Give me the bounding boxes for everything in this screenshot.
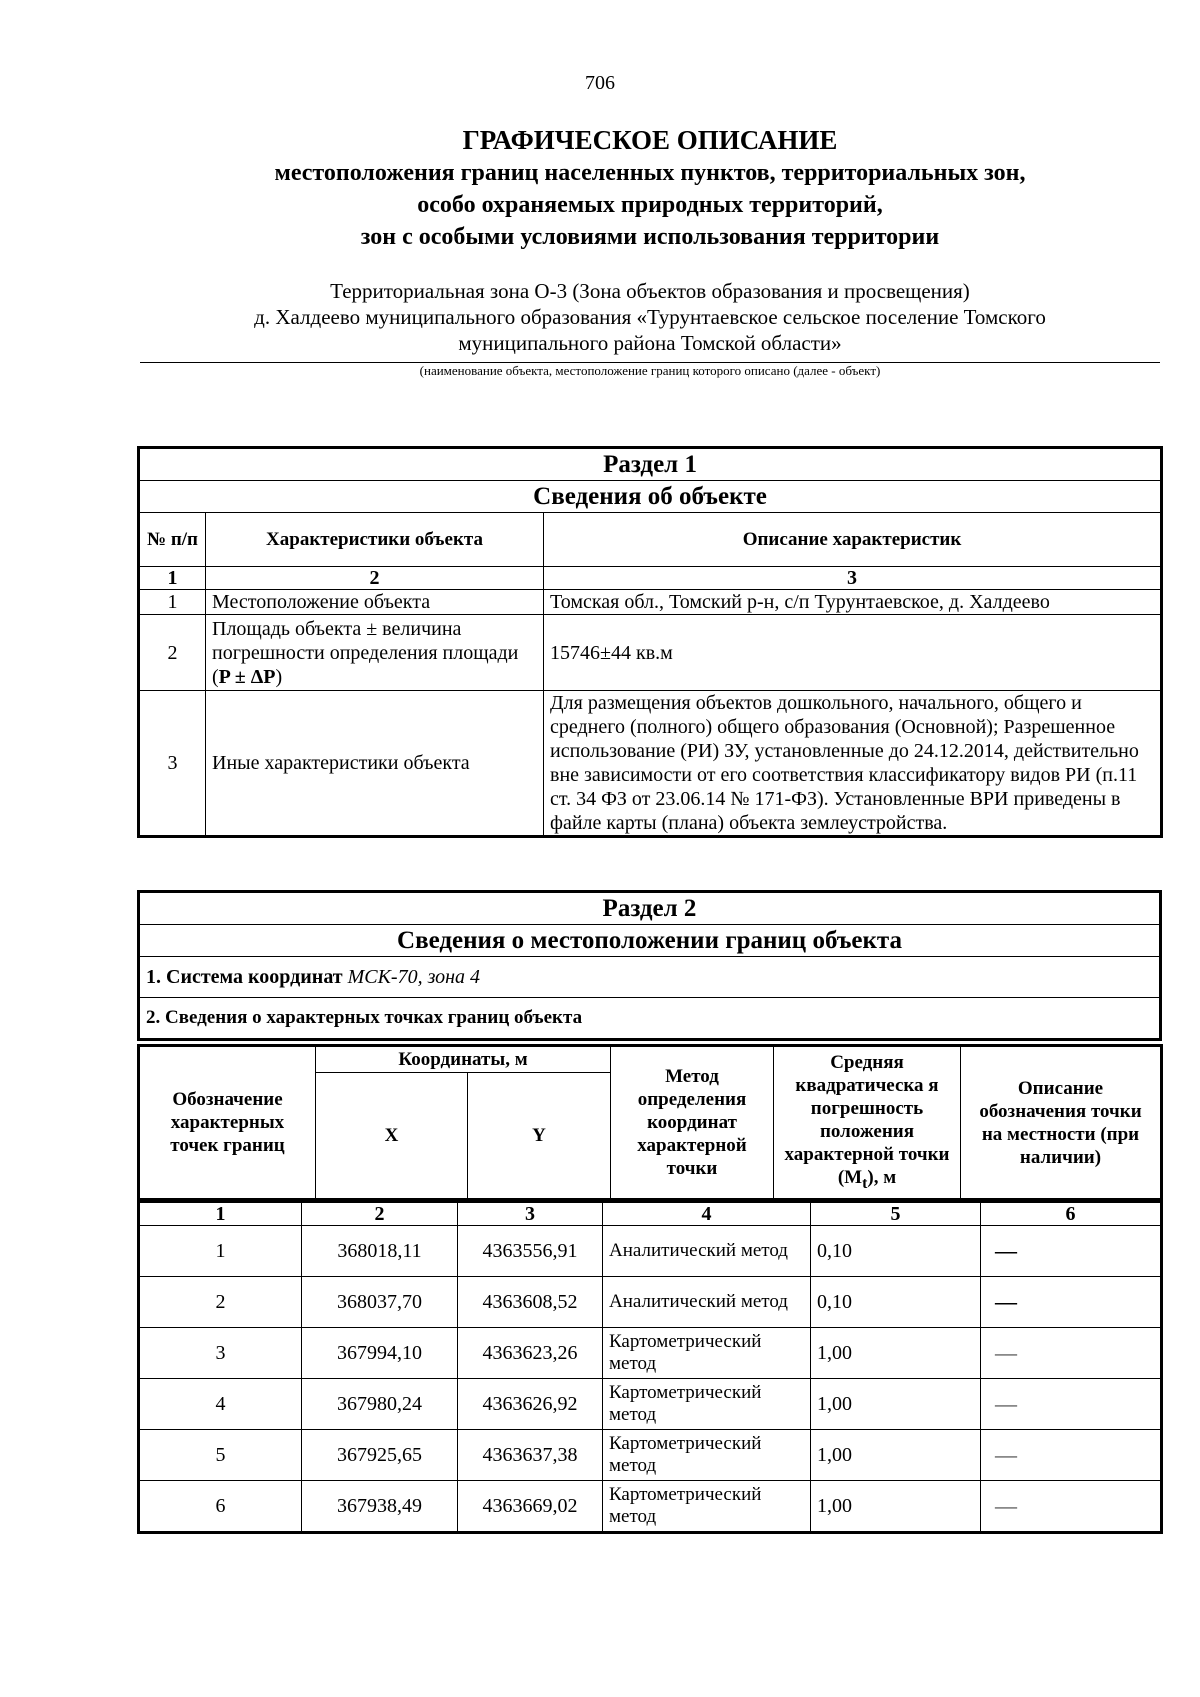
point-method: Картометрический метод: [603, 1481, 811, 1532]
point-y: 4363623,26: [458, 1328, 603, 1379]
document-title: [140, 124, 1160, 253]
point-x: 367980,24: [302, 1379, 458, 1430]
title-line-2: особо охраняемых природных территорий,: [417, 192, 883, 218]
coordinate-system-value: МСК-70, зона 4: [347, 966, 481, 988]
title-line-1: местоположения границ населенных пунктов, территориальных зон,: [274, 160, 1026, 186]
point-method: Аналитический метод: [603, 1226, 811, 1277]
point-x: 367994,10: [302, 1328, 458, 1379]
section-2-header-table: [139, 892, 1160, 1039]
char-text: Площадь объекта ± величина погрешности определения площади (: [212, 617, 519, 688]
object-line-3: муниципального района Томской области»: [458, 331, 842, 355]
object-line-2: д. Халдеево муниципального образования «Турунтаевское сельское поселение Томского: [254, 305, 1046, 329]
header-characteristics: Характеристики объекта: [206, 513, 544, 567]
page-number: 706: [585, 72, 615, 94]
header-error-sub: t: [862, 1174, 868, 1192]
point-y: 4363669,02: [458, 1481, 603, 1532]
point-description: —: [981, 1328, 1161, 1379]
point-method: Картометрический метод: [603, 1328, 811, 1379]
section-1-table: [139, 448, 1161, 836]
row-num: 1: [140, 590, 206, 615]
object-line-1: Территориальная зона О-3 (Зона объектов образования и просвещения): [330, 279, 970, 303]
object-caption: (наименование объекта, местоположение границ которого описано (далее - объект): [419, 363, 881, 378]
points-table: [139, 1202, 1161, 1532]
row-num: 2: [140, 615, 206, 691]
point-error: 1,00: [811, 1430, 981, 1481]
point-description: —: [981, 1277, 1161, 1328]
header-error-text: Средняя квадратическа я погрешность положения характерной точки (M: [784, 1051, 950, 1188]
point-error: 1,00: [811, 1328, 981, 1379]
table-row: [140, 590, 1161, 615]
table-row: [140, 1226, 1161, 1277]
header-designation: Обозначение характерных точек границ: [140, 1047, 316, 1199]
section-2-subtitle: Сведения о местоположении границ объекта: [140, 925, 1160, 957]
point-method: Картометрический метод: [603, 1430, 811, 1481]
header-num: № п/п: [140, 513, 206, 567]
point-id: 6: [140, 1481, 302, 1532]
table-row: [140, 1379, 1161, 1430]
section-1-title: Раздел 1: [140, 449, 1161, 481]
col-number: 3: [544, 567, 1161, 590]
row-description: Для размещения объектов дошкольного, начального, общего и среднего (полного) общего образования (Основной); Разрешенное использование (РИ) ЗУ, установленные до 24.12.2014, действительно вне зависимости от его соответствия классификатору видов РИ (п.11 ст. 34 ФЗ от 23.06.14 № 171-ФЗ). Установленные ВРИ приведены в файле карты (плана) объекта землеустройства.: [544, 691, 1161, 836]
point-error: 1,00: [811, 1379, 981, 1430]
col-number: 3: [458, 1203, 603, 1226]
object-name: [140, 278, 1160, 356]
row-characteristic: Иные характеристики объекта: [206, 691, 544, 836]
header-y: Y: [468, 1073, 611, 1199]
col-number: 2: [206, 567, 544, 590]
header-coordinates: Координаты, м: [316, 1047, 611, 1073]
char-formula: P ± ΔP: [218, 665, 276, 688]
point-error: 1,00: [811, 1481, 981, 1532]
point-description: —: [981, 1379, 1161, 1430]
header-error: [774, 1047, 961, 1199]
title-main: ГРАФИЧЕСКОЕ ОПИСАНИЕ: [462, 125, 838, 155]
col-number: 1: [140, 567, 206, 590]
header-description: Описание характеристик: [544, 513, 1161, 567]
point-id: 2: [140, 1277, 302, 1328]
col-number: 5: [811, 1203, 981, 1226]
point-y: 4363626,92: [458, 1379, 603, 1430]
point-method: Аналитический метод: [603, 1277, 811, 1328]
point-description: —: [981, 1481, 1161, 1532]
point-y: 4363556,91: [458, 1226, 603, 1277]
point-description: —: [981, 1226, 1161, 1277]
coordinate-system: [140, 957, 1160, 998]
col-number: 2: [302, 1203, 458, 1226]
point-x: 368037,70: [302, 1277, 458, 1328]
row-description: 15746±44 кв.м: [544, 615, 1161, 691]
row-characteristic: [206, 615, 544, 691]
header-x: X: [316, 1073, 468, 1199]
table-row: [140, 1328, 1161, 1379]
col-number: 4: [603, 1203, 811, 1226]
header-point-description: Описание обозначения точки на местности (при наличии): [961, 1047, 1161, 1199]
title-line-3: зон с особыми условиями использования территории: [360, 224, 940, 250]
points-header-table: [139, 1046, 1161, 1199]
header-method: Метод определения координат характерной точки: [611, 1047, 774, 1199]
point-x: 368018,11: [302, 1226, 458, 1277]
header-error-end: ), м: [867, 1166, 897, 1188]
table-row: [140, 615, 1161, 691]
point-y: 4363608,52: [458, 1277, 603, 1328]
char-end: ): [275, 665, 283, 688]
point-id: 4: [140, 1379, 302, 1430]
col-number: 6: [981, 1203, 1161, 1226]
points-label: 2. Сведения о характерных точках границ объекта: [140, 998, 1160, 1039]
point-description: —: [981, 1430, 1161, 1481]
table-row: [140, 1481, 1161, 1532]
coordinate-system-label: 1. Система координат: [146, 966, 343, 988]
table-row: [140, 1277, 1161, 1328]
point-id: 5: [140, 1430, 302, 1481]
point-method: Картометрический метод: [603, 1379, 811, 1430]
point-x: 367925,65: [302, 1430, 458, 1481]
table-row: [140, 1430, 1161, 1481]
table-row: [140, 691, 1161, 836]
row-num: 3: [140, 691, 206, 836]
point-id: 1: [140, 1226, 302, 1277]
section-2-title: Раздел 2: [140, 893, 1160, 925]
point-error: 0,10: [811, 1226, 981, 1277]
point-id: 3: [140, 1328, 302, 1379]
point-x: 367938,49: [302, 1481, 458, 1532]
row-description: Томская обл., Томский р-н, с/п Турунтаевское, д. Халдеево: [544, 590, 1161, 615]
col-number: 1: [140, 1203, 302, 1226]
section-1-subtitle: Сведения об объекте: [140, 481, 1161, 513]
point-error: 0,10: [811, 1277, 981, 1328]
point-y: 4363637,38: [458, 1430, 603, 1481]
row-characteristic: Местоположение объекта: [206, 590, 544, 615]
